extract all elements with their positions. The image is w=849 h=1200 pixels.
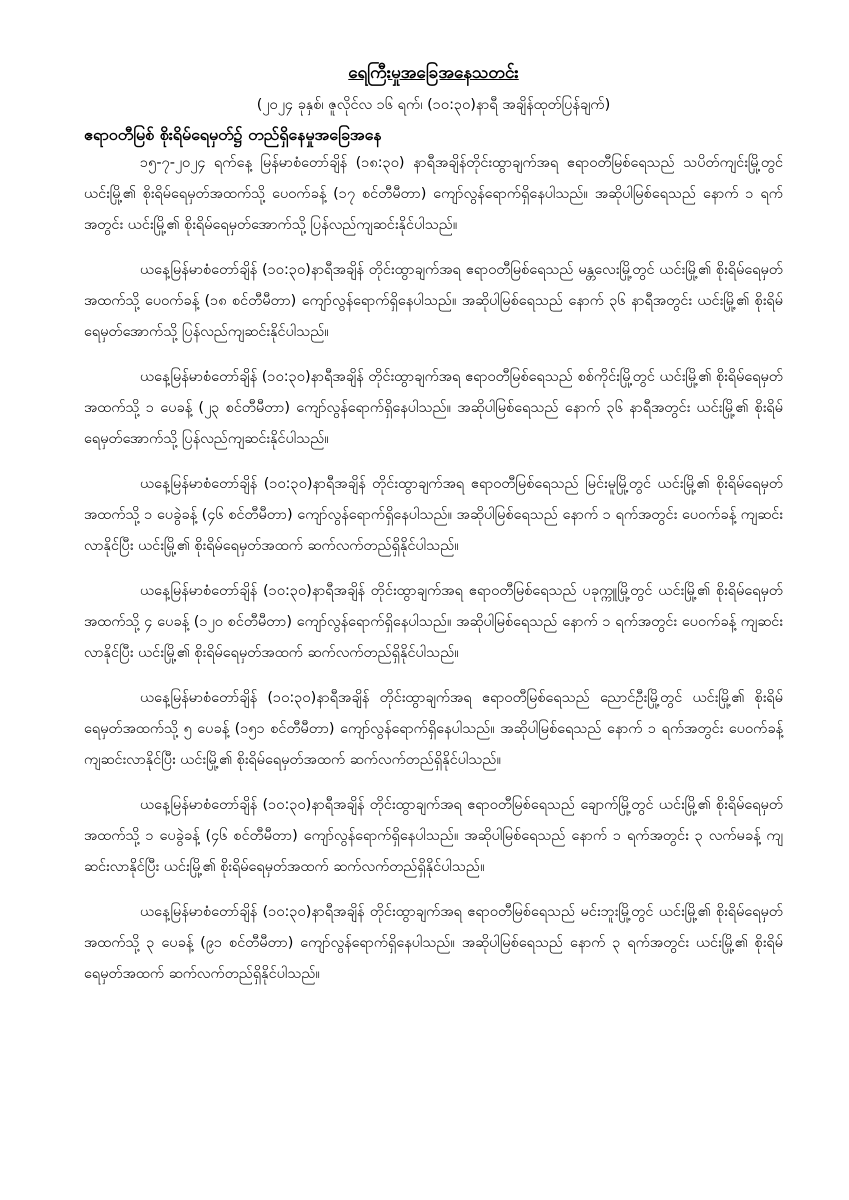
- paragraph-pakokku: ယနေ့မြန်မာစံတော်ချိန် (၁၀:၃၀)နာရီအချိန် တိုင်းထွာချက်အရ ဧရာဝတီမြစ်ရေသည် ပခုက္ကူမြို့တွင် ယင်းမြို့၏ စိုးရိမ်ရေမှတ်အထက်သို့ ၄ ပေခန့် (၁၂၀ စင်တီမီတာ) ကျော်လွန်ရောက်ရှိနေပါသည်။ အဆိုပါမြစ်ရေသည် နောက် ၁ ရက်အတွင်း ပေ၀က်ခန့် ကျဆင်းလာနိုင်ပြီး ယင်းမြို့၏ စိုးရိမ်ရေမှတ်အထက် ဆက်လက်တည်ရှိနိုင်ပါသည်။: [84, 583, 783, 661]
- paragraph-minbu: ယနေ့မြန်မာစံတော်ချိန် (၁၀:၃၀)နာရီအချိန် တိုင်းထွာချက်အရ ဧရာဝတီမြစ်ရေသည် မင်းဘူးမြို့တွင် ယင်းမြို့၏ စိုးရိမ်ရေမှတ်အထက်သို့ ၃ ပေခန့် (၉၁ စင်တီမီတာ) ကျော်လွန်ရောက်ရှိနေပါသည်။ အဆိုပါမြစ်ရေသည် နောက် ၃ ရက်အတွင်း ယင်းမြို့၏ စိုးရိမ်ရေမှတ်အထက် ဆက်လက်တည်ရှိနိုင်ပါသည်။: [84, 904, 783, 982]
- paragraph-myingyan: ယနေ့မြန်မာစံတော်ချိန် (၁၀:၃၀)နာရီအချိန် တိုင်းထွာချက်အရ ဧရာဝတီမြစ်ရေသည် မြင်းမူမြို့တွင် ယင်းမြို့၏ စိုးရိမ်ရေမှတ်အထက်သို့ ၁ ပေခွဲခန့် (၄၆ စင်တီမီတာ) ကျော်လွန်ရောက်ရှိနေပါသည်။ အဆိုပါမြစ်ရေသည် နောက် ၁ ရက်အတွင်း ပေ၀က်ခန့် ကျဆင်းလာနိုင်ပြီး ယင်းမြို့၏ စိုးရိမ်ရေမှတ်အထက် ဆက်လက်တည်ရှိနိုင်ပါသည်။: [84, 476, 783, 554]
- paragraph-chauk: ယနေ့မြန်မာစံတော်ချိန် (၁၀:၃၀)နာရီအချိန် တိုင်းထွာချက်အရ ဧရာဝတီမြစ်ရေသည် ချောက်မြို့တွင် ယင်းမြို့၏ စိုးရိမ်ရေမှတ်အထက်သို့ ၁ ပေခွဲခန့် (၄၆ စင်တီမီတာ) ကျော်လွန်ရောက်ရှိနေပါသည်။ အဆိုပါမြစ်ရေသည် နောက် ၁ ရက်အတွင်း ၃ လက်မခန့် ကျဆင်းလာနိုင်ပြီး ယင်းမြို့၏ စိုးရိမ်ရေမှတ်အထက် ဆက်လက်တည်ရှိနိုင်ပါသည်။: [84, 797, 783, 875]
- paragraph-mandalay: ယနေ့မြန်မာစံတော်ချိန် (၁၀:၃၀)နာရီအချိန် တိုင်းထွာချက်အရ ဧရာဝတီမြစ်ရေသည် မန္တလေးမြို့တွင် ယင်းမြို့၏ စိုးရိမ်ရေမှတ်အထက်သို့ ပေ၀က်ခန့် (၁၈ စင်တီမီတာ) ကျော်လွန်ရောက်ရှိနေပါသည်။ အဆိုပါမြစ်ရေသည် နောက် ၃၆ နာရီအတွင်း ယင်းမြို့၏ စိုးရိမ်ရေမှတ်အောက်သို့ ပြန်လည်ကျဆင်းနိုင်ပါသည်။: [84, 262, 783, 340]
- section-heading: ဧရာဝတီမြစ် စိုးရိမ်ရေမှတ်၌ တည်ရှိနေမှုအခြေအနေ: [84, 125, 382, 144]
- document-subtitle: (၂၀၂၄ ခုနှစ်၊ ဇူလိုင်လ ၁၆ ရက်၊ (၁၀:၃၀)နာရီ အချိန်ထုတ်ပြန်ချက်): [256, 97, 611, 113]
- paragraph-nyaung-u: ယနေ့မြန်မာစံတော်ချိန် (၁၀:၃၀)နာရီအချိန် တိုင်းထွာချက်အရ ဧရာဝတီမြစ်ရေသည် ညောင်ဦးမြို့တွင် ယင်းမြို့၏ စိုးရိမ်ရေမှတ်အထက်သို့ ၅ ပေခန့် (၁၅၁ စင်တီမီတာ) ကျော်လွန်ရောက်ရှိနေပါသည်။ အဆိုပါမြစ်ရေသည် နောက် ၁ ရက်အတွင်း ပေ၀က်ခန့် ကျဆင်းလာနိုင်ပြီး ယင်းမြို့၏ စိုးရိမ်ရေမှတ်အထက် ဆက်လက်တည်ရှိနိုင်ပါသည်။: [84, 690, 783, 768]
- paragraph-sagaing: ယနေ့မြန်မာစံတော်ချိန် (၁၀:၃၀)နာရီအချိန် တိုင်းထွာချက်အရ ဧရာဝတီမြစ်ရေသည် စစ်ကိုင်းမြို့တွင် ယင်းမြို့၏ စိုးရိမ်ရေမှတ်အထက်သို့ ၁ ပေခန့် (၂၃ စင်တီမီတာ) ကျော်လွန်ရောက်ရှိနေပါသည်။ အဆိုပါမြစ်ရေသည် နောက် ၃၆ နာရီအတွင်း ယင်းမြို့၏ စိုးရိမ်ရေမှတ်အောက်သို့ ပြန်လည်ကျဆင်းနိုင်ပါသည်။: [84, 369, 783, 447]
- document-title: ရေကြီးမှုအခြေအနေသတင်း: [348, 63, 519, 83]
- paragraph-thabeikkyin: ၁၅-၇-၂၀၂၄ ရက်နေ့ မြန်မာစံတော်ချိန် (၁၈:၃၀) နာရီအချိန်တိုင်းထွာချက်အရ ဧရာဝတီမြစ်ရေသည် သပိတ်ကျင်းမြို့တွင် ယင်းမြို့၏ စိုးရိမ်ရေမှတ်အထက်သို့ ပေ၀က်ခန့် (၁၇ စင်တီမီတာ) ကျော်လွန်ရောက်ရှိနေပါသည်။ အဆိုပါမြစ်ရေသည် နောက် ၁ ရက်အတွင်း ယင်းမြို့၏ စိုးရိမ်ရေမှတ်အောက်သို့ ပြန်လည်ကျဆင်းနိုင်ပါသည်။: [84, 155, 783, 233]
